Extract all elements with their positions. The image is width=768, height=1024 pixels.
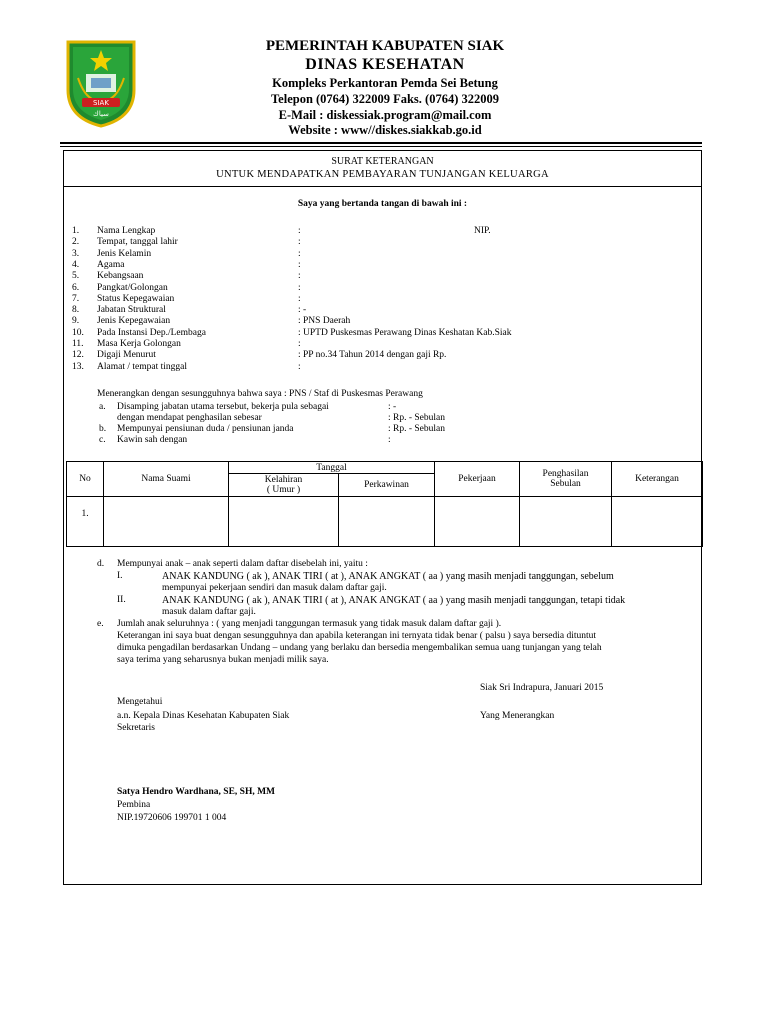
field-number: 2. (72, 237, 80, 247)
logo-script: سياك (93, 110, 109, 118)
field-nip-label: NIP. (474, 226, 491, 236)
table-row-1-no: 1. (67, 497, 104, 547)
signatory-rank: Pembina (117, 800, 151, 810)
table-cell (104, 497, 229, 547)
sub-a-line2: dengan mendapat penghasilan sebesar (117, 413, 262, 423)
th-tanggal: Tanggal (229, 462, 435, 474)
header-line2: DINAS KESEHATAN (305, 56, 465, 73)
siak-logo (64, 38, 138, 128)
d-ii-num: II. (117, 595, 126, 605)
field-label: Kebangsaan (97, 271, 144, 281)
field-value: : (298, 339, 301, 349)
e-line2: Keterangan ini saya buat dengan sesungguhnya dan apabila keterangan ini ternyata tidak benar ( palsu ) saya bersedia dituntut (117, 631, 597, 641)
d-i-line2: mempunyai pekerjaan sendiri dan masuk dalam daftar gaji. (162, 583, 387, 593)
e-line1: Jumlah anak seluruhnya : ( yang menjadi tanggungan termasuk yang tidak masuk dalam daftar gaji ). (117, 619, 502, 629)
field-value: : UPTD Puskesmas Perawang Dinas Keshatan Kab.Siak (298, 328, 512, 338)
yang-menerangkan: Yang Menerangkan (480, 711, 555, 721)
th-nama-suami: Nama Suami (104, 462, 229, 497)
th-kelahiran-line1: Kelahiran (264, 475, 303, 485)
field-value: : (298, 294, 301, 304)
header-email: E-Mail : diskessiak.program@mail.com (278, 108, 492, 122)
sub-c-value1: : (388, 435, 391, 445)
th-kelahiran (229, 474, 339, 497)
field-label: Agama (97, 260, 125, 270)
field-number: 11. (72, 339, 84, 349)
field-value: : (298, 237, 301, 247)
field-number: 4. (72, 260, 80, 270)
field-label: Jenis Kelamin (97, 249, 152, 259)
th-penghasilan (520, 462, 612, 497)
field-number: 10. (72, 328, 84, 338)
an-kepala-dinas: a.n. Kepala Dinas Kesehatan Kabupaten Siak (117, 711, 290, 721)
e-letter: e. (97, 619, 104, 629)
field-number: 1. (72, 226, 80, 236)
field-number: 12. (72, 350, 84, 360)
field-value: : - (298, 305, 307, 315)
d-i-num: I. (117, 571, 123, 581)
field-label: Alamat / tempat tinggal (97, 362, 187, 372)
d-text: Mempunyai anak – anak seperti dalam daftar disebelah ini, yaitu : (117, 559, 368, 569)
field-number: 6. (72, 283, 80, 293)
field-number: 5. (72, 271, 80, 281)
field-number: 9. (72, 316, 80, 326)
th-penghasilan-line1: Penghasilan (542, 469, 589, 479)
field-number: 8. (72, 305, 80, 315)
field-label: Pada Instansi Dep./Lembaga (97, 328, 206, 338)
table-cell (339, 497, 435, 547)
doc-subtitle: UNTUK MENDAPATKAN PEMBAYARAN TUNJANGAN KELUARGA (216, 169, 549, 180)
field-number: 3. (72, 249, 80, 259)
field-label: Jabatan Struktural (97, 305, 166, 315)
th-kelahiran-line2: ( Umur ) (266, 485, 301, 495)
d-ii-line1: ANAK KANDUNG ( ak ), ANAK TIRI ( at ), ANAK ANGKAT ( aa ) yang masih menjadi tanggungan, tetapi tidak (162, 595, 626, 606)
table-cell (435, 497, 520, 547)
header-line3: Kompleks Perkantoran Pemda Sei Betung (272, 76, 498, 90)
header-line1: PEMERINTAH KABUPATEN SIAK (265, 38, 505, 54)
field-label: Nama Lengkap (97, 226, 156, 236)
sub-b-value1: : Rp. - Sebulan (388, 424, 445, 434)
husband-table (66, 461, 703, 547)
field-label: Masa Kerja Golongan (97, 339, 181, 349)
sub-a-value1: : - (388, 402, 397, 412)
table-cell (520, 497, 612, 547)
field-value: : (298, 283, 301, 293)
field-value: : (298, 362, 301, 372)
sub-b-letter: b. (99, 424, 107, 434)
table-cell (229, 497, 339, 547)
e-line4: saya terima yang seharusnya bukan menjadi milik saya. (117, 655, 329, 665)
doc-title: SURAT KETERANGAN (331, 156, 434, 167)
field-value: : (298, 226, 301, 236)
sub-a-value2: : Rp. - Sebulan (388, 413, 445, 423)
sub-c-line1: Kawin sah dengan (117, 435, 188, 445)
sekretaris-label: Sekretaris (117, 723, 155, 733)
header-website: Website : www//diskes.siakkab.go.id (288, 123, 482, 137)
field-number: 13. (72, 362, 84, 372)
sub-a-letter: a. (99, 402, 106, 412)
th-pekerjaan: Pekerjaan (435, 462, 520, 497)
field-label: Pangkat/Golongan (97, 283, 168, 293)
intro-text: Saya yang bertanda tangan di bawah ini : (297, 199, 468, 209)
d-letter: d. (97, 559, 105, 569)
sub-b-line1: Mempunyai pensiunan duda / pensiunan janda (117, 424, 294, 434)
field-value: : (298, 260, 301, 270)
sub-c-letter: c. (99, 435, 106, 445)
field-label: Status Kepegawaian (97, 294, 175, 304)
field-label: Jenis Kepegawaian (97, 316, 171, 326)
sub-a-line1: Disamping jabatan utama tersebut, bekerja pula sebagai (117, 402, 329, 412)
menerangkan-text: Menerangkan dengan sesungguhnya bahwa saya : PNS / Staf di Puskesmas Perawang (97, 389, 423, 399)
signatory-nip: NIP.19720606 199701 1 004 (117, 813, 227, 823)
th-keterangan: Keterangan (612, 462, 703, 497)
d-ii-line2: masuk dalam daftar gaji. (162, 607, 256, 617)
field-label: Digaji Menurut (97, 350, 156, 360)
th-no: No (67, 462, 104, 497)
title-divider (63, 186, 702, 187)
field-value: : (298, 271, 301, 281)
field-value: : PP no.34 Tahun 2014 dengan gaji Rp. (298, 350, 447, 360)
mengetahui-label: Mengetahui (117, 697, 163, 707)
th-perkawinan: Perkawinan (339, 474, 435, 497)
place-date: Siak Sri Indrapura, Januari 2015 (480, 683, 604, 693)
table-cell (612, 497, 703, 547)
th-penghasilan-line2: Sebulan (550, 479, 581, 489)
d-i-line1: ANAK KANDUNG ( ak ), ANAK TIRI ( at ), ANAK ANGKAT ( aa ) yang masih menjadi tanggungan, sebelum (162, 571, 614, 582)
header-rule-thick (60, 142, 702, 144)
e-line3: dimuka pengadilan berdasarkan Undang – undang yang berlaku dan bersedia mengembalikan semua uang tunjangan yang telah (117, 643, 602, 653)
field-value: : PNS Daerah (298, 316, 351, 326)
signatory-name: Satya Hendro Wardhana, SE, SH, MM (117, 787, 276, 797)
field-value: : (298, 249, 301, 259)
logo-text: SIAK (93, 99, 109, 107)
field-number: 7. (72, 294, 80, 304)
field-label: Tempat, tanggal lahir (97, 237, 178, 247)
header-line4: Telepon (0764) 322009 Faks. (0764) 322009 (270, 92, 499, 106)
header-rule-thin (60, 146, 702, 147)
